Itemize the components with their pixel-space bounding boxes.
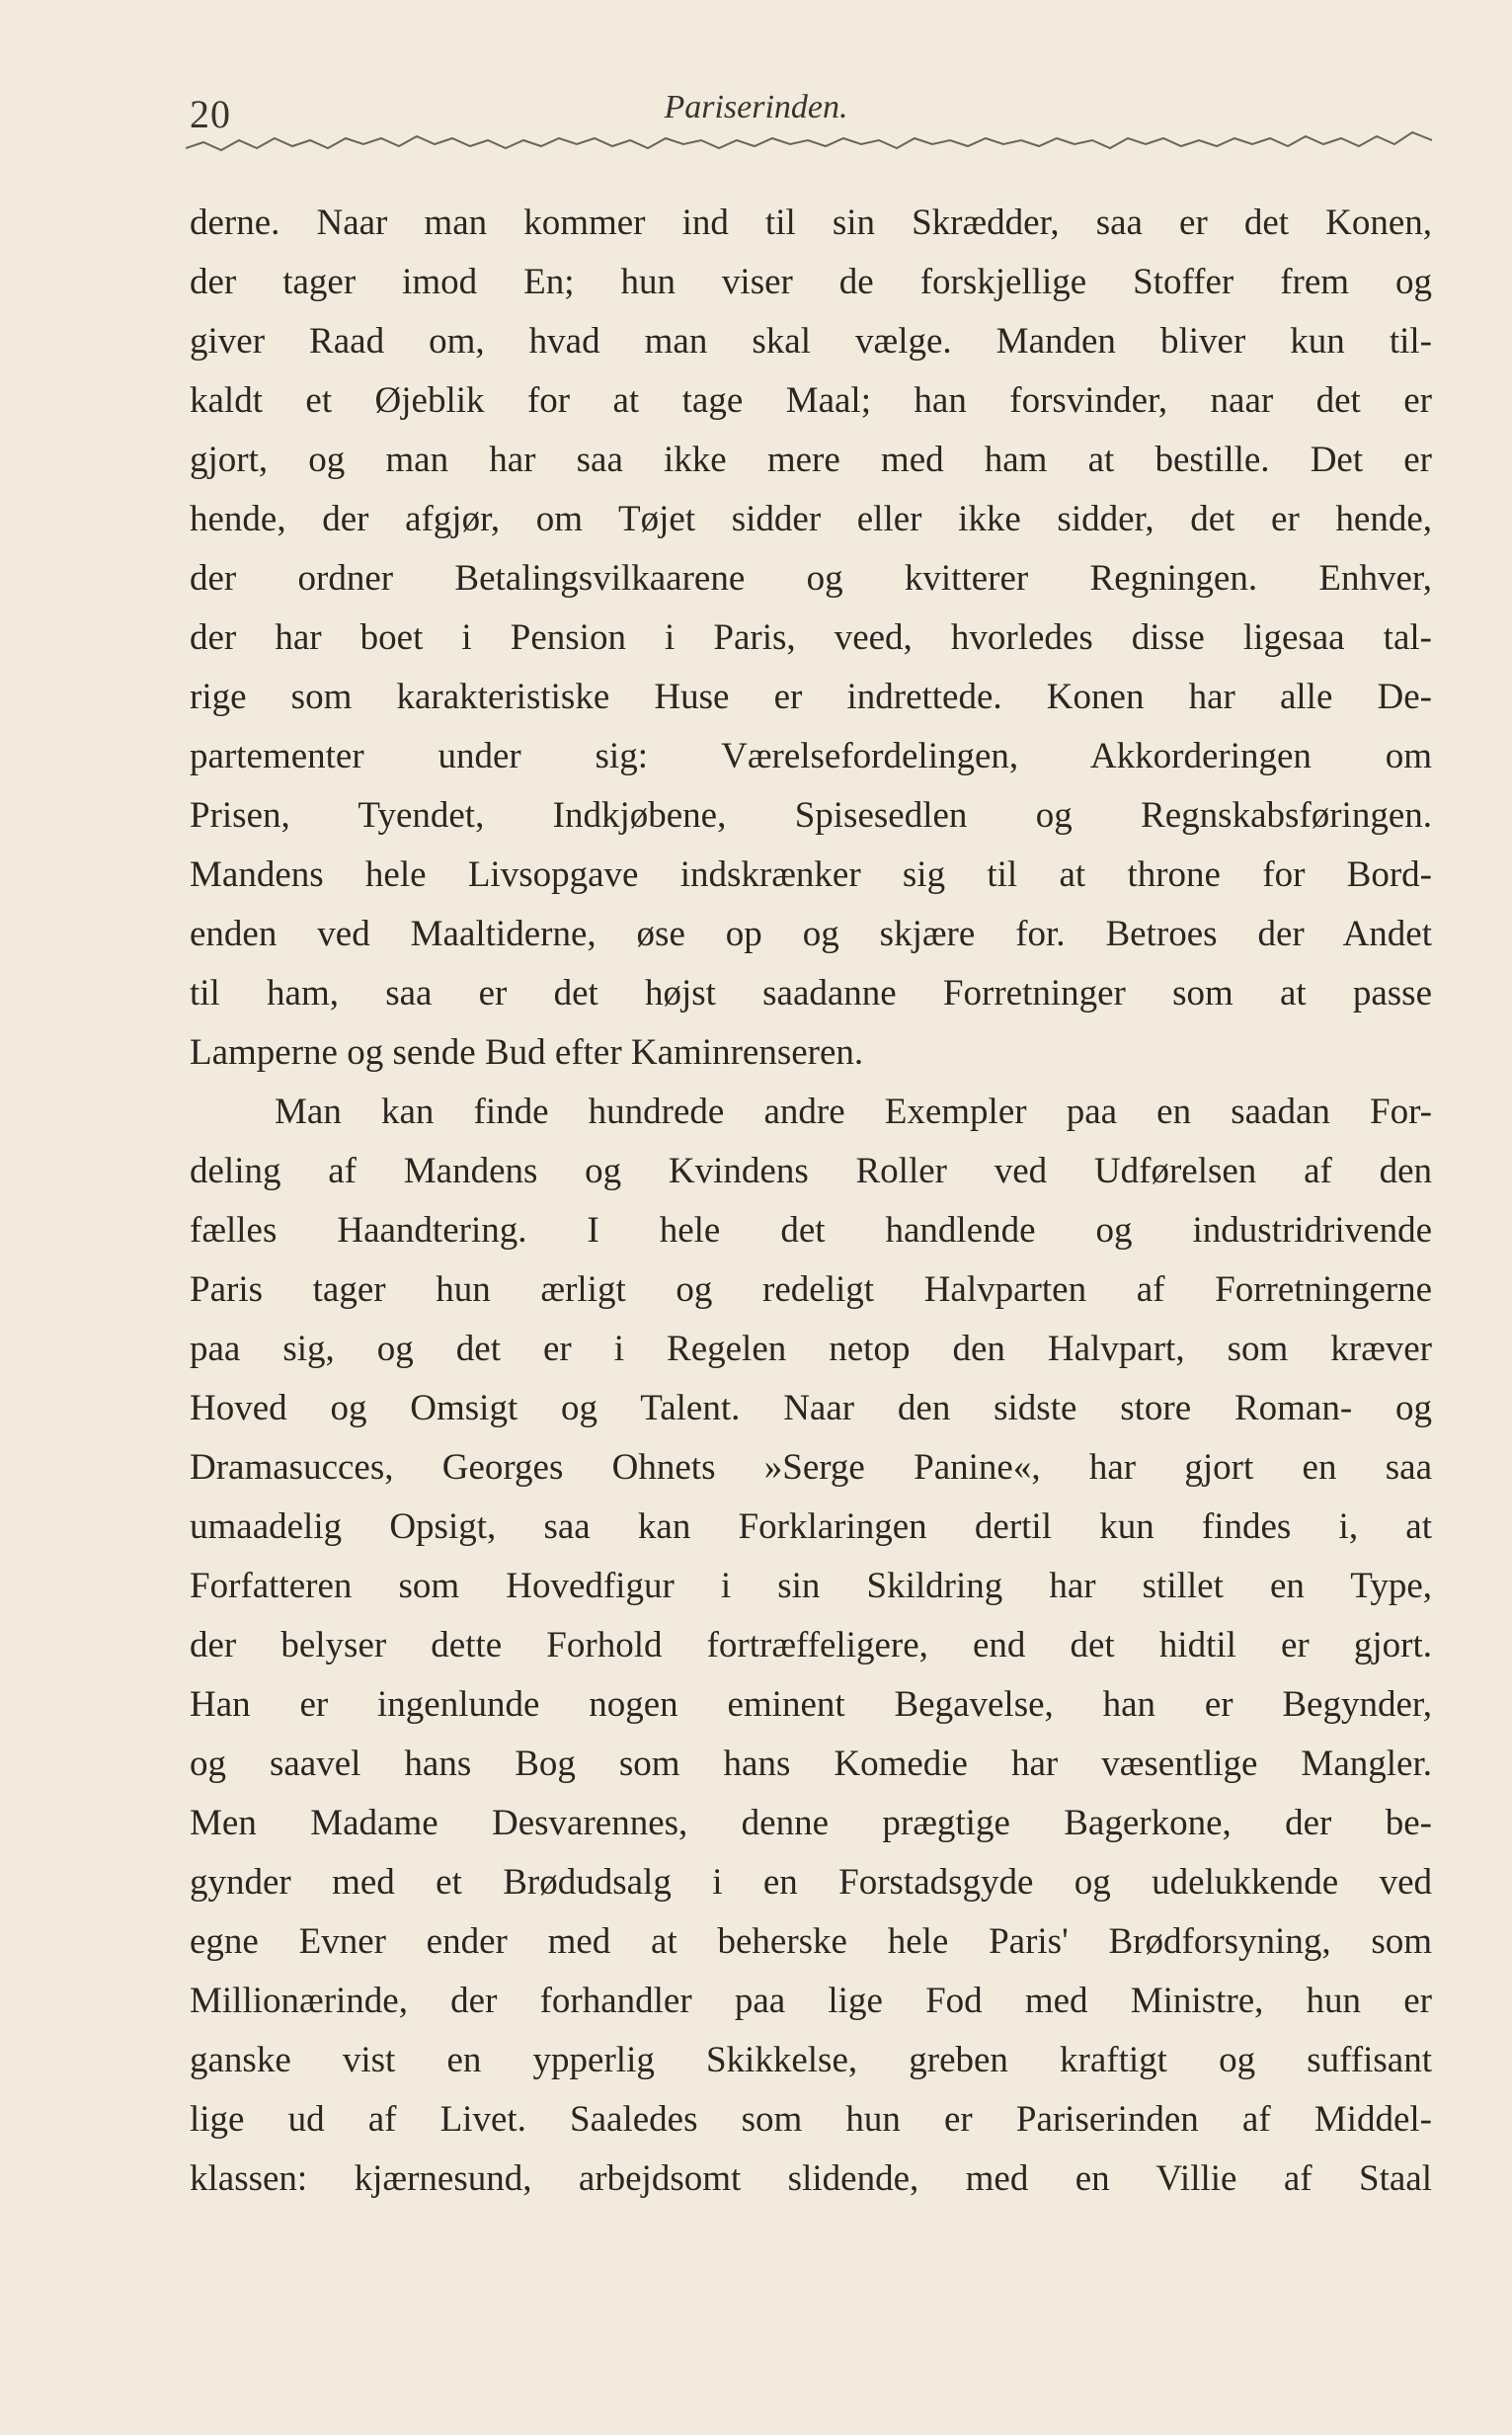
text-line: enden ved Maaltiderne, øse op og skjære for. Betroes der Andet xyxy=(190,914,1432,954)
header-ornament-rule xyxy=(186,126,1432,162)
text-line: Prisen, Tyendet, Indkjøbene, Spisesedlen og Regnskabsføringen. xyxy=(190,795,1432,836)
text-line: Paris tager hun ærligt og redeligt Halvparten af Forretningerne xyxy=(190,1269,1432,1310)
text-line: partementer under sig: Værelsefordelingen, Akkorderingen om xyxy=(190,736,1432,776)
text-line: umaadelig Opsigt, saa kan Forklaringen dertil kun findes i, at xyxy=(190,1506,1432,1547)
text-line: Mandens hele Livsopgave indskrænker sig til at throne for Bord- xyxy=(190,854,1432,895)
running-title: Pariserinden. xyxy=(664,89,848,125)
text-line: klassen: kjærnesund, arbejdsomt slidende, med en Villie af Staal xyxy=(190,2158,1432,2199)
page-number: 20 xyxy=(190,92,231,136)
text-line: der belyser dette Forhold fortræffeligere, end det hidtil er gjort. xyxy=(190,1625,1432,1665)
text-line: Millionærinde, der forhandler paa lige Fod med Ministre, hun er xyxy=(190,1981,1432,2021)
text-line: Men Madame Desvarennes, denne prægtige Bagerkone, der be- xyxy=(190,1803,1432,1843)
text-line: og saavel hans Bog som hans Komedie har væsentlige Mangler. xyxy=(190,1744,1432,1784)
text-line: Lamperne og sende Bud efter Kaminrenseren. xyxy=(190,1032,864,1073)
text-line: Dramasucces, Georges Ohnets »Serge Panine«, har gjort en saa xyxy=(190,1447,1432,1488)
text-line: lige ud af Livet. Saaledes som hun er Pariserinden af Middel- xyxy=(190,2099,1432,2140)
text-line: paa sig, og det er i Regelen netop den Halvpart, som kræver xyxy=(190,1329,1432,1369)
text-line: giver Raad om, hvad man skal vælge. Manden bliver kun til- xyxy=(190,321,1432,362)
text-line: derne. Naar man kommer ind til sin Skrædder, saa er det Konen, xyxy=(190,203,1432,243)
text-line: der har boet i Pension i Paris, veed, hvorledes disse ligesaa tal- xyxy=(190,617,1432,658)
text-line: egne Evner ender med at beherske hele Paris' Brødforsyning, som xyxy=(190,1921,1432,1962)
text-line: Man kan finde hundrede andre Exempler paa en saadan For- xyxy=(275,1092,1432,1132)
text-line: hende, der afgjør, om Tøjet sidder eller ikke sidder, det er hende, xyxy=(190,499,1432,539)
body-text xyxy=(190,194,1432,2209)
text-line: Hoved og Omsigt og Talent. Naar den sidste store Roman- og xyxy=(190,1388,1432,1428)
text-line: gjort, og man har saa ikke mere med ham at bestille. Det er xyxy=(190,440,1432,480)
text-line: til ham, saa er det højst saadanne Forretninger som at passe xyxy=(190,973,1432,1014)
text-line: kaldt et Øjeblik for at tage Maal; han forsvinder, naar det er xyxy=(190,380,1432,421)
text-line: fælles Haandtering. I hele det handlende og industridrivende xyxy=(190,1210,1432,1251)
text-line: gynder med et Brødudsalg i en Forstadsgyde og udelukkende ved xyxy=(190,1862,1432,1903)
text-line: ganske vist en ypperlig Skikkelse, greben kraftigt og suffisant xyxy=(190,2040,1432,2080)
text-line: Forfatteren som Hovedfigur i sin Skildring har stillet en Type, xyxy=(190,1566,1432,1606)
text-line: rige som karakteristiske Huse er indrettede. Konen har alle De- xyxy=(190,677,1432,717)
text-line: Han er ingenlunde nogen eminent Begavelse, han er Begynder, xyxy=(190,1684,1432,1725)
text-line: deling af Mandens og Kvindens Roller ved Udførelsen af den xyxy=(190,1151,1432,1191)
text-line: der tager imod En; hun viser de forskjellige Stoffer frem og xyxy=(190,262,1432,302)
text-line: der ordner Betalingsvilkaarene og kvitterer Regningen. Enhver, xyxy=(190,558,1432,599)
